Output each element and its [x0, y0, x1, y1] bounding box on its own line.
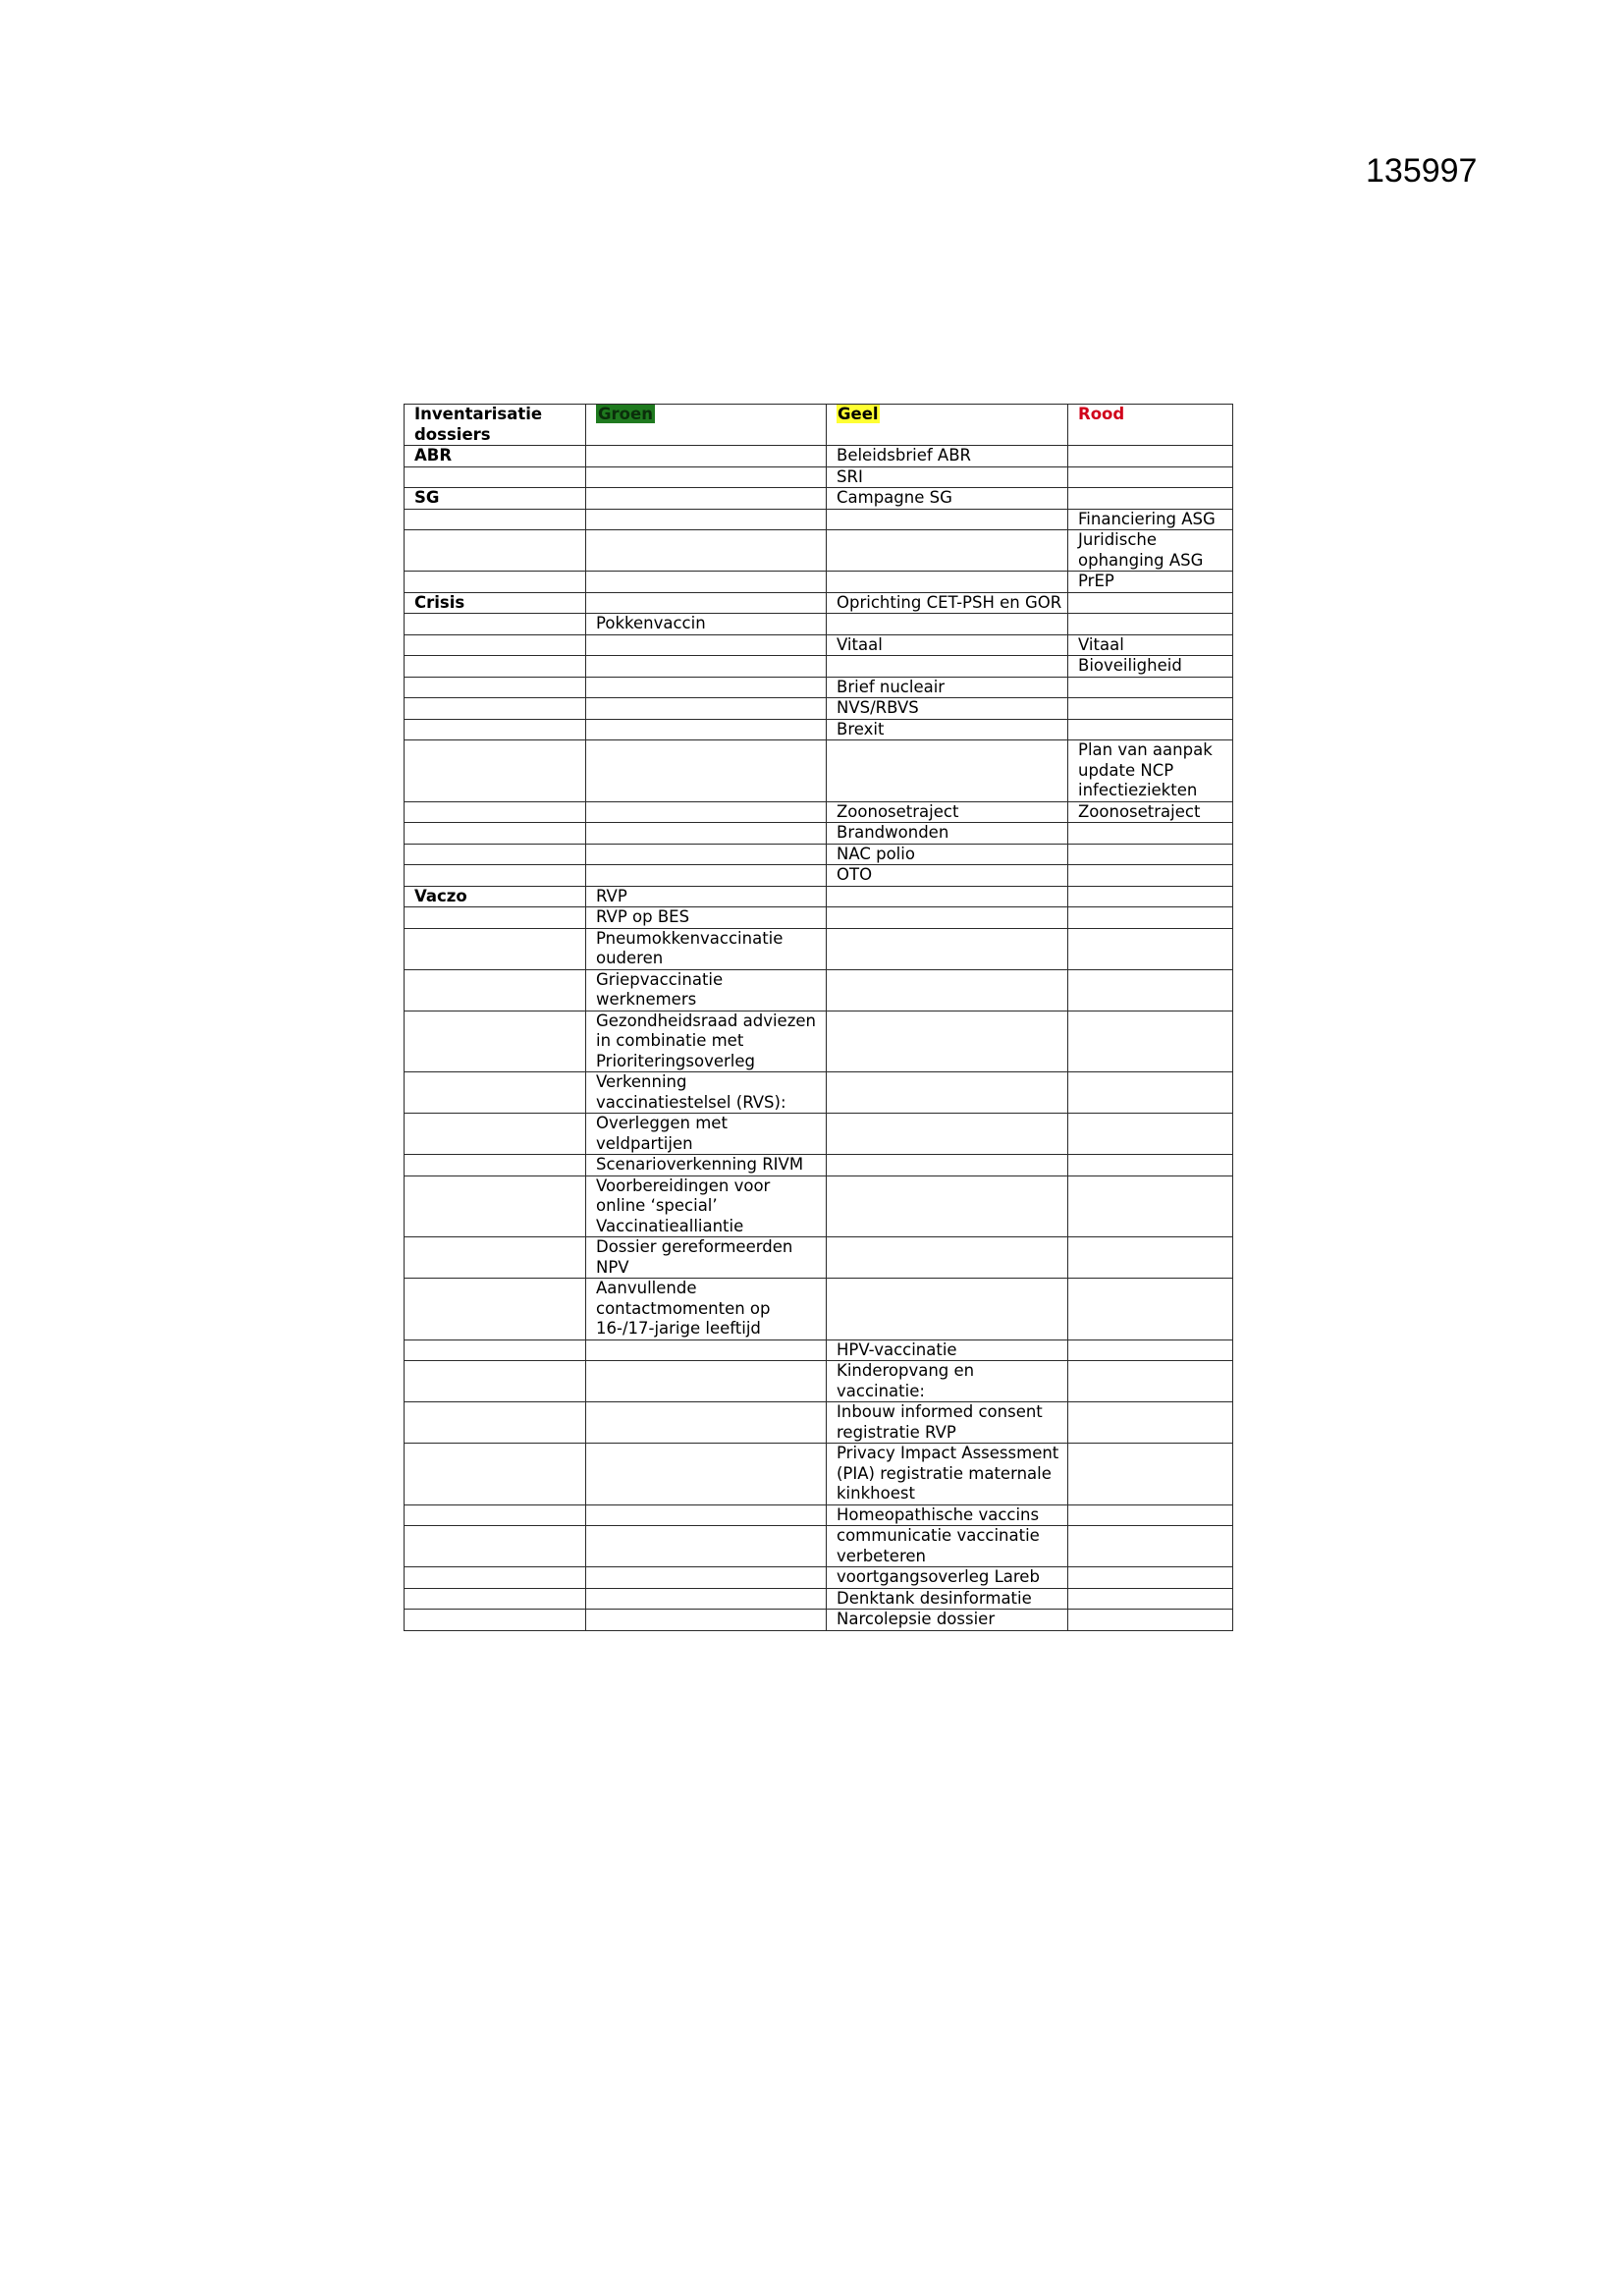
table-row: [405, 466, 1233, 488]
cell-dossier: [405, 677, 586, 698]
table-row: [405, 1610, 1233, 1631]
cell-geel: Kinderopvang en vaccinatie:: [827, 1361, 1068, 1402]
cell-groen: [586, 801, 827, 823]
cell-geel: Campagne SG: [827, 488, 1068, 510]
cell-rood: [1068, 1526, 1233, 1567]
cell-rood: [1068, 1011, 1233, 1072]
cell-dossier: [405, 572, 586, 593]
cell-rood: [1068, 1444, 1233, 1505]
table-row: [405, 1155, 1233, 1176]
cell-rood: [1068, 1072, 1233, 1114]
table-row: [405, 677, 1233, 698]
cell-dossier: [405, 1361, 586, 1402]
cell-dossier: SG: [405, 488, 586, 510]
cell-dossier: [405, 698, 586, 720]
cell-geel: SRI: [827, 466, 1068, 488]
cell-dossier: [405, 634, 586, 656]
cell-dossier: [405, 719, 586, 740]
cell-dossier: [405, 1175, 586, 1237]
cell-groen: [586, 1588, 827, 1610]
cell-geel: Homeopathische vaccins: [827, 1504, 1068, 1526]
cell-rood: [1068, 1279, 1233, 1340]
cell-dossier: [405, 466, 586, 488]
cell-dossier: [405, 1526, 586, 1567]
cell-rood: Zoonosetraject: [1068, 801, 1233, 823]
cell-rood: Vitaal: [1068, 634, 1233, 656]
header-dossiers: Inventarisatie dossiers: [405, 405, 586, 446]
table-row: [405, 698, 1233, 720]
cell-groen: Griepvaccinatie werknemers: [586, 969, 827, 1011]
table-row: [405, 928, 1233, 969]
cell-groen: [586, 592, 827, 614]
inventory-table-body: [405, 405, 1233, 1631]
cell-dossier: [405, 1504, 586, 1526]
table-row: [405, 530, 1233, 572]
cell-rood: [1068, 1237, 1233, 1279]
table-row: [405, 1072, 1233, 1114]
cell-geel: [827, 509, 1068, 530]
table-row: [405, 1402, 1233, 1444]
cell-dossier: [405, 1155, 586, 1176]
cell-dossier: [405, 530, 586, 572]
cell-groen: Gezondheidsraad adviezen in combinatie met Prioriteringsoverleg: [586, 1011, 827, 1072]
cell-dossier: [405, 1011, 586, 1072]
cell-rood: [1068, 1610, 1233, 1631]
cell-geel: [827, 907, 1068, 929]
table-row: [405, 446, 1233, 467]
cell-groen: [586, 466, 827, 488]
cell-groen: [586, 844, 827, 865]
header-geel-label: Geel: [838, 405, 879, 423]
header-groen-label: Groen: [598, 405, 653, 423]
cell-geel: NVS/RBVS: [827, 698, 1068, 720]
cell-groen: Pokkenvaccin: [586, 614, 827, 635]
cell-rood: [1068, 1175, 1233, 1237]
cell-rood: [1068, 719, 1233, 740]
cell-dossier: [405, 1444, 586, 1505]
cell-dossier: [405, 1402, 586, 1444]
cell-dossier: [405, 865, 586, 887]
cell-groen: [586, 1339, 827, 1361]
table-row: [405, 1339, 1233, 1361]
cell-groen: [586, 677, 827, 698]
cell-rood: [1068, 1361, 1233, 1402]
cell-rood: Juridische ophanging ASG: [1068, 530, 1233, 572]
cell-groen: [586, 823, 827, 845]
inventory-table: [404, 404, 1233, 1631]
cell-geel: Brief nucleair: [827, 677, 1068, 698]
cell-groen: [586, 572, 827, 593]
cell-groen: RVP: [586, 886, 827, 907]
table-row: [405, 969, 1233, 1011]
table-row: [405, 1114, 1233, 1155]
cell-dossier: [405, 1114, 586, 1155]
cell-dossier: Vaczo: [405, 886, 586, 907]
cell-groen: [586, 1504, 827, 1526]
cell-dossier: [405, 1237, 586, 1279]
cell-groen: [586, 1610, 827, 1631]
cell-groen: Scenarioverkenning RIVM: [586, 1155, 827, 1176]
cell-groen: Verkenning vaccinatiestelsel (RVS):: [586, 1072, 827, 1114]
cell-geel: [827, 886, 1068, 907]
table-row: [405, 823, 1233, 845]
cell-rood: [1068, 823, 1233, 845]
cell-rood: [1068, 1155, 1233, 1176]
cell-groen: [586, 530, 827, 572]
cell-geel: [827, 656, 1068, 678]
table-row: [405, 1361, 1233, 1402]
cell-geel: [827, 1175, 1068, 1237]
cell-rood: [1068, 677, 1233, 698]
cell-geel: [827, 572, 1068, 593]
cell-dossier: [405, 1610, 586, 1631]
cell-geel: [827, 1237, 1068, 1279]
table-row: [405, 509, 1233, 530]
table-row: [405, 1504, 1233, 1526]
cell-groen: [586, 509, 827, 530]
table-row: [405, 1175, 1233, 1237]
cell-geel: [827, 530, 1068, 572]
cell-geel: [827, 614, 1068, 635]
table-row: [405, 1279, 1233, 1340]
cell-rood: [1068, 1339, 1233, 1361]
cell-dossier: [405, 801, 586, 823]
cell-dossier: [405, 1588, 586, 1610]
cell-geel: communicatie vaccinatie verbeteren: [827, 1526, 1068, 1567]
header-geel: [827, 405, 1068, 446]
cell-groen: [586, 488, 827, 510]
cell-geel: Inbouw informed consent registratie RVP: [827, 1402, 1068, 1444]
cell-dossier: [405, 1339, 586, 1361]
cell-geel: Zoonosetraject: [827, 801, 1068, 823]
cell-geel: HPV-vaccinatie: [827, 1339, 1068, 1361]
cell-dossier: [405, 740, 586, 802]
cell-rood: Plan van aanpak update NCP infectieziekten: [1068, 740, 1233, 802]
cell-dossier: ABR: [405, 446, 586, 467]
table-header-row: [405, 405, 1233, 446]
cell-rood: [1068, 907, 1233, 929]
cell-rood: Financiering ASG: [1068, 509, 1233, 530]
cell-dossier: [405, 1072, 586, 1114]
cell-groen: Pneumokkenvaccinatie ouderen: [586, 928, 827, 969]
cell-geel: NAC polio: [827, 844, 1068, 865]
cell-geel: Beleidsbrief ABR: [827, 446, 1068, 467]
cell-geel: [827, 1011, 1068, 1072]
cell-geel: Brexit: [827, 719, 1068, 740]
table-row: [405, 572, 1233, 593]
cell-dossier: [405, 907, 586, 929]
cell-dossier: [405, 1567, 586, 1589]
cell-geel: [827, 928, 1068, 969]
header-rood-label: Rood: [1078, 405, 1125, 423]
cell-groen: Overleggen met veldpartijen: [586, 1114, 827, 1155]
document-number: 135997: [1366, 152, 1478, 190]
header-groen: [586, 405, 827, 446]
cell-rood: [1068, 1588, 1233, 1610]
cell-dossier: [405, 969, 586, 1011]
cell-geel: [827, 969, 1068, 1011]
cell-geel: Oprichting CET-PSH en GOR: [827, 592, 1068, 614]
cell-dossier: [405, 928, 586, 969]
cell-groen: [586, 656, 827, 678]
cell-geel: [827, 740, 1068, 802]
table-row: [405, 1588, 1233, 1610]
cell-rood: [1068, 844, 1233, 865]
cell-geel: Privacy Impact Assessment (PIA) registratie maternale kinkhoest: [827, 1444, 1068, 1505]
cell-rood: [1068, 1114, 1233, 1155]
table-row: [405, 865, 1233, 887]
table-row: [405, 886, 1233, 907]
cell-rood: [1068, 488, 1233, 510]
table-row: [405, 1237, 1233, 1279]
cell-geel: voortgangsoverleg Lareb: [827, 1567, 1068, 1589]
cell-groen: [586, 1526, 827, 1567]
cell-rood: [1068, 614, 1233, 635]
cell-geel: [827, 1155, 1068, 1176]
cell-geel: Vitaal: [827, 634, 1068, 656]
cell-geel: [827, 1279, 1068, 1340]
cell-rood: [1068, 865, 1233, 887]
table-row: [405, 1444, 1233, 1505]
table-row: [405, 740, 1233, 802]
cell-groen: [586, 740, 827, 802]
header-rood: [1068, 405, 1233, 446]
table-row: [405, 634, 1233, 656]
cell-dossier: [405, 614, 586, 635]
cell-rood: [1068, 698, 1233, 720]
cell-dossier: [405, 844, 586, 865]
table-row: [405, 1567, 1233, 1589]
cell-rood: [1068, 1504, 1233, 1526]
cell-geel: Denktank desinformatie: [827, 1588, 1068, 1610]
cell-rood: [1068, 1567, 1233, 1589]
cell-geel: Brandwonden: [827, 823, 1068, 845]
cell-groen: Aanvullende contactmomenten op 16-/17-jarige leeftijd: [586, 1279, 827, 1340]
cell-geel: [827, 1072, 1068, 1114]
table-row: [405, 614, 1233, 635]
cell-groen: [586, 1567, 827, 1589]
cell-groen: [586, 1402, 827, 1444]
cell-geel: [827, 1114, 1068, 1155]
cell-groen: [586, 1361, 827, 1402]
cell-dossier: Crisis: [405, 592, 586, 614]
cell-dossier: [405, 1279, 586, 1340]
table-row: [405, 1526, 1233, 1567]
cell-groen: Voorbereidingen voor online ‘special’ Vaccinatiealliantie: [586, 1175, 827, 1237]
cell-dossier: [405, 656, 586, 678]
cell-groen: [586, 698, 827, 720]
table-row: [405, 592, 1233, 614]
cell-rood: [1068, 969, 1233, 1011]
cell-rood: [1068, 886, 1233, 907]
cell-groen: [586, 634, 827, 656]
cell-geel: Narcolepsie dossier: [827, 1610, 1068, 1631]
cell-rood: [1068, 592, 1233, 614]
cell-rood: Bioveiligheid: [1068, 656, 1233, 678]
cell-dossier: [405, 823, 586, 845]
table-row: [405, 1011, 1233, 1072]
table-row: [405, 656, 1233, 678]
cell-rood: [1068, 1402, 1233, 1444]
table-row: [405, 719, 1233, 740]
cell-groen: [586, 865, 827, 887]
table-row: [405, 488, 1233, 510]
table-row: [405, 844, 1233, 865]
table-row: [405, 801, 1233, 823]
cell-rood: [1068, 446, 1233, 467]
cell-rood: [1068, 466, 1233, 488]
cell-groen: RVP op BES: [586, 907, 827, 929]
cell-rood: [1068, 928, 1233, 969]
cell-groen: [586, 1444, 827, 1505]
table-row: [405, 907, 1233, 929]
cell-geel: OTO: [827, 865, 1068, 887]
cell-groen: Dossier gereformeerden NPV: [586, 1237, 827, 1279]
cell-dossier: [405, 509, 586, 530]
cell-groen: [586, 446, 827, 467]
cell-rood: PrEP: [1068, 572, 1233, 593]
cell-groen: [586, 719, 827, 740]
